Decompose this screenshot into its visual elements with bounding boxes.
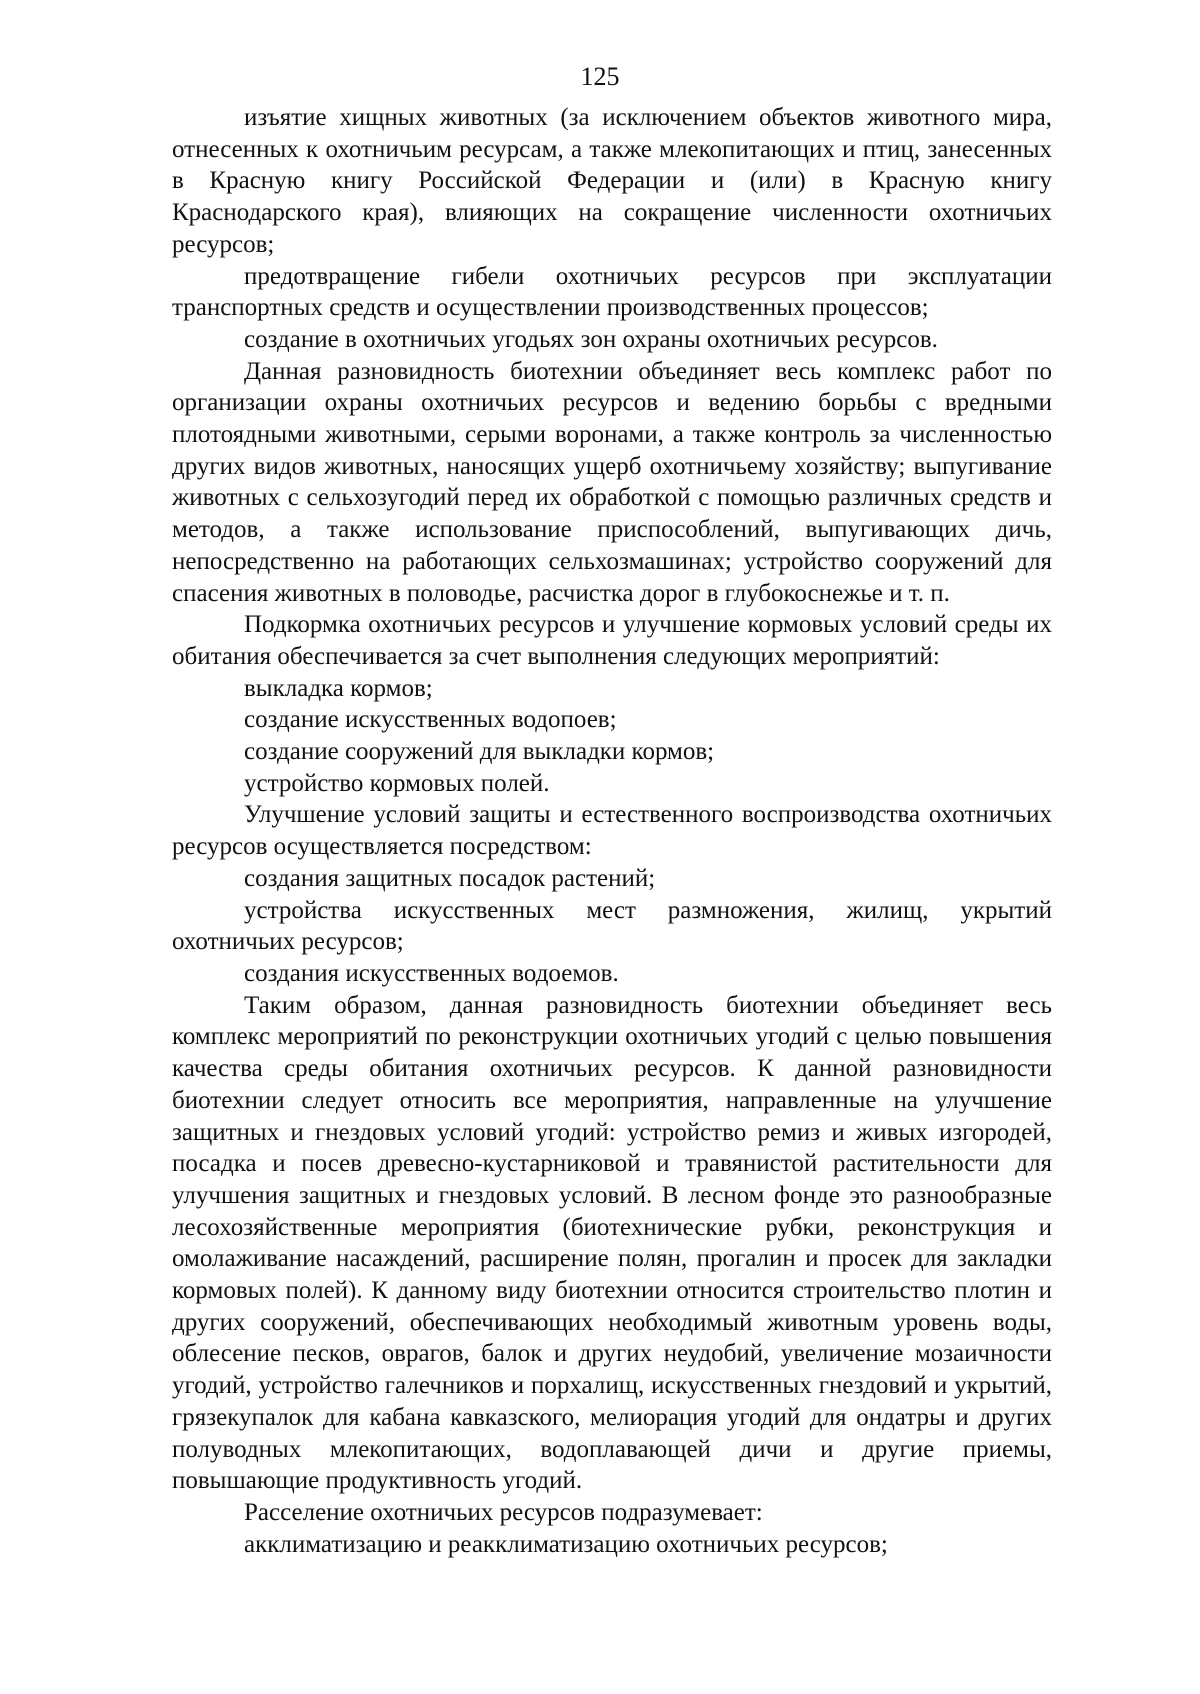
list-item: создание сооружений для выкладки кормов;	[244, 738, 715, 766]
list-item: создание в охотничьих угодьях зон охраны охотничьих ресурсов.	[244, 325, 938, 353]
list-item: акклиматизацию и реакклиматизацию охотничьих ресурсов;	[244, 1530, 888, 1558]
list-item: устройство кормовых полей.	[244, 769, 550, 797]
paragraph: Улучшение условий защиты и естественного воспроизводства охотничьих ресурсов осуществляется посредством:	[172, 801, 1052, 861]
list-item: устройства искусственных мест размножения, жилищ, укрытий охотничьих ресурсов;	[172, 896, 1052, 956]
page-number: 125	[580, 62, 620, 91]
body-text	[172, 102, 1052, 1560]
paragraph: Подкормка охотничьих ресурсов и улучшение кормовых условий среды их обитания обеспечивается за счет выполнения следующих мероприятий:	[172, 611, 1052, 670]
list-item: предотвращение гибели охотничьих ресурсов при эксплуатации транспортных средств и осуществлении производственных процессов;	[172, 262, 1052, 322]
list-item: создание искусственных водопоев;	[244, 706, 617, 734]
list-item: создания защитных посадок растений;	[244, 864, 656, 892]
paragraph: Таким образом, данная разновидность биотехнии объединяет весь комплекс мероприятий по реконструкции охотничьих угодий с целью повышения качества среды обитания охотничьих ресурсов. К данной разновидности биотехнии следует относить все мероприятия, направленные на улучшение защитных и гнездовых условий угодий: устройство ремиз и живых изгородей, посадка и посев древесно-кустарниковой и травянистой растительности для улучшения защитных и гнездовых условий. В лесном фонде это разнообразные лесохозяйственные мероприятия (биотехнические рубки, реконструкция и омолаживание насаждений, расширение полян, прогалин и просек для закладки кормовых полей). К данному виду биотехнии относится строительство плотин и других сооружений, обеспечивающих необходимый животным уровень воды, облесение песков, оврагов, балок и других неудобий, увеличение мозаичности угодий, устройство галечников и порхалищ, искусственных гнездовий и укрытий, грязекупалок для кабана кавказского, мелиорация угодий для ондатры и других полуводных млекопитающих, водоплавающей дичи и другие приемы, повышающие продуктивность угодий.	[172, 991, 1052, 1495]
paragraph: Расселение охотничьих ресурсов подразумевает:	[244, 1498, 763, 1526]
list-item: выкладка кормов;	[244, 674, 433, 702]
list-item: изъятие хищных животных (за исключением объектов животного мира, отнесенных к охотничьим ресурсам, а также млекопитающих и птиц, занесенных в Красную книгу Российской Федерации и (или) в Красную книгу Краснодарского края), влияющих на сокращение численности охотничьих ресурсов;	[172, 104, 1052, 258]
paragraph: Данная разновидность биотехнии объединяет весь комплекс работ по организации охраны охотничьих ресурсов и ведению борьбы с вредными плотоядными животными, серыми воронами, а также контроль за численностью других видов животных, наносящих ущерб охотничьему хозяйству; выпугивание животных с сельхозугодий перед их обработкой с помощью различных средств и методов, а также использование приспособлений, выпугивающих дичь, непосредственно на работающих сельхозмашинах; устройство сооружений для спасения животных в половодье, расчистка дорог в глубокоснежье и т. п.	[172, 357, 1052, 607]
list-item: создания искусственных водоемов.	[244, 959, 619, 987]
